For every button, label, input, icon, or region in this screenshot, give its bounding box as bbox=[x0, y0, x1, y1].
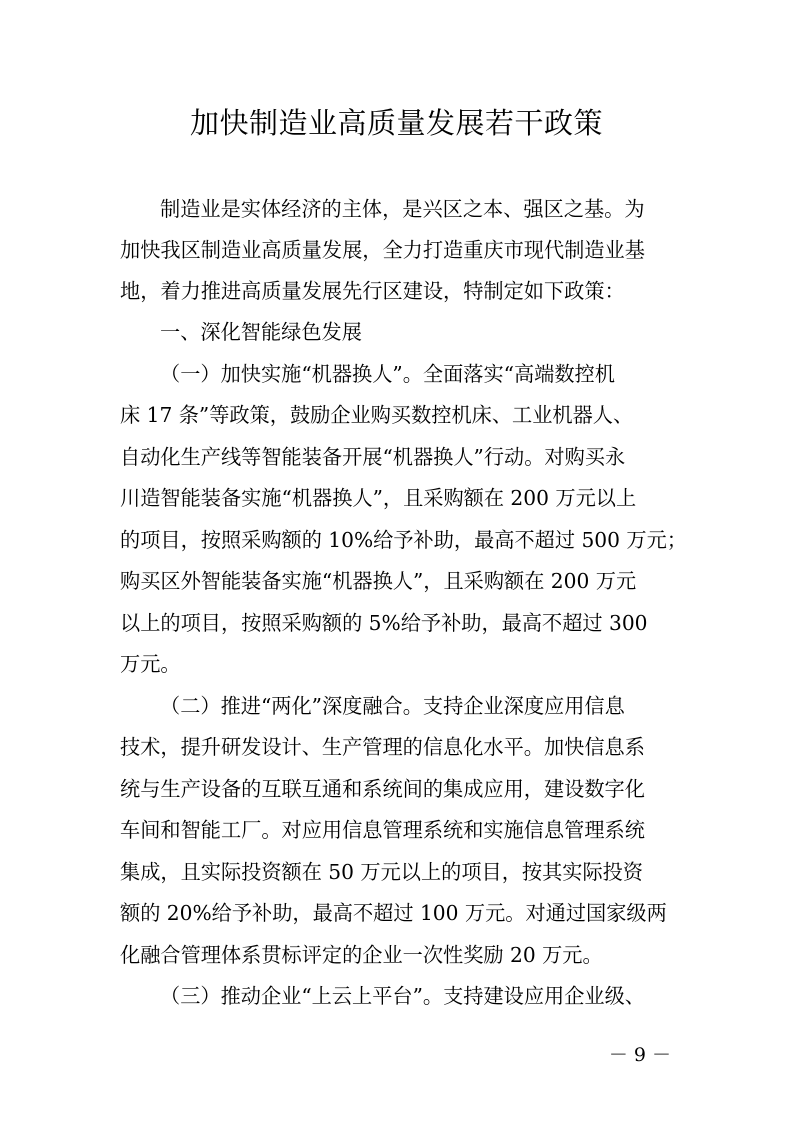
paragraph-line-11: 以上的项目，按照采购额的 5%给予补助，最高不超过 300 bbox=[120, 611, 648, 635]
paragraph-line-3: 地，着力推进高质量发展先行区建设，特制定如下政策： bbox=[120, 279, 625, 303]
paragraph-line-10: 购买区外智能装备实施“机器换人”，且采购额在 200 万元 bbox=[120, 569, 637, 593]
paragraph-line-19: 化融合管理体系贯标评定的企业一次性奖励 20 万元。 bbox=[120, 943, 603, 967]
paragraph-line-9: 的项目，按照采购额的 10%给予补助，最高不超过 500 万元； bbox=[120, 528, 687, 552]
paragraph-line-18: 额的 20%给予补助，最高不超过 100 万元。对通过国家级两 bbox=[120, 901, 667, 925]
page-number: － 9 － bbox=[608, 1044, 671, 1066]
paragraph-line-6: 床 17 条”等政策，鼓励企业购买数控机床、工业机器人、 bbox=[120, 403, 634, 427]
paragraph-line-5: （一）加快实施“机器换人”。全面落实“高端数控机 bbox=[160, 362, 615, 386]
paragraph-line-7: 自动化生产线等智能装备开展“机器换人”行动。对购买永 bbox=[120, 445, 626, 469]
paragraph-line-2: 加快我区制造业高质量发展，全力打造重庆市现代制造业基 bbox=[120, 238, 645, 262]
paragraph-line-16: 车间和智能工厂。对应用信息管理系统和实施信息管理系统 bbox=[120, 818, 645, 842]
paragraph-line-20: （三）推动企业“上云上平台”。支持建设应用企业级、 bbox=[160, 984, 645, 1008]
paragraph-line-1: 制造业是实体经济的主体，是兴区之本、强区之基。为 bbox=[160, 197, 645, 221]
document-title: 加快制造业高质量发展若干政策 bbox=[189, 106, 603, 140]
paragraph-line-12: 万元。 bbox=[120, 652, 181, 676]
paragraph-line-14: 技术，提升研发设计、生产管理的信息化水平。加快信息系 bbox=[120, 735, 645, 759]
paragraph-line-8: 川造智能装备实施“机器换人”，且采购额在 200 万元以上 bbox=[120, 486, 637, 510]
paragraph-line-17: 集成，且实际投资额在 50 万元以上的项目，按其实际投资 bbox=[120, 860, 644, 884]
section-heading-1: 一、深化智能绿色发展 bbox=[160, 320, 362, 344]
paragraph-line-15: 统与生产设备的互联互通和系统间的集成应用，建设数字化 bbox=[120, 777, 645, 801]
paragraph-line-13: （二）推进“两化”深度融合。支持企业深度应用信息 bbox=[160, 694, 625, 718]
